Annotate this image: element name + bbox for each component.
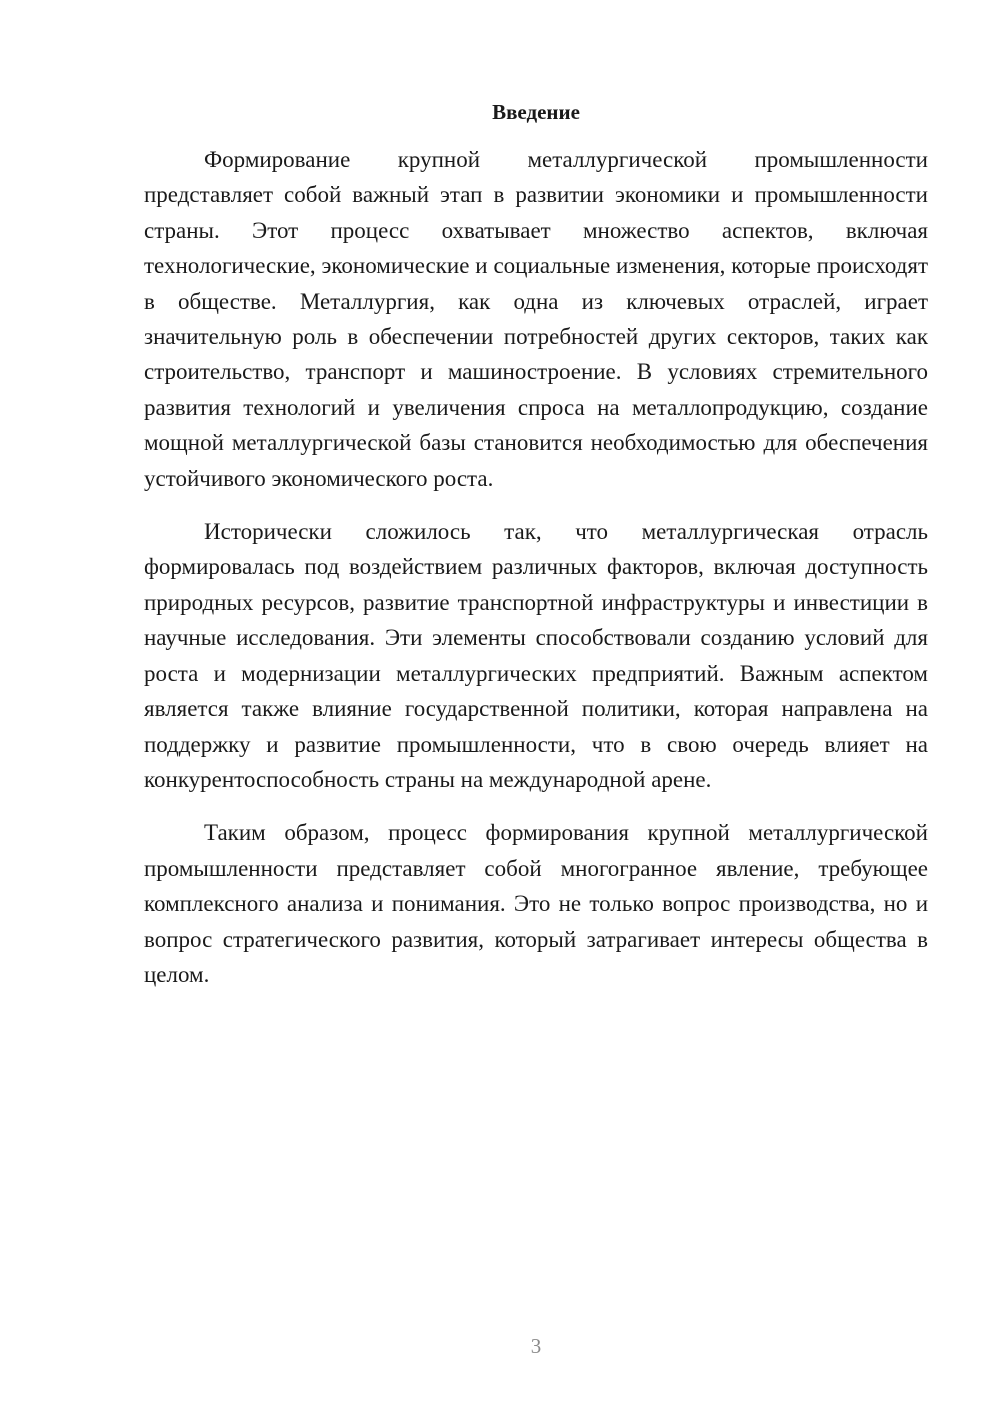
document-heading: Введение <box>492 100 580 124</box>
paragraph-3: Таким образом, процесс формирования крупной металлургической промышленности представляет собой многогранное явление, требующее комплексного анализа и понимания. Это не только вопрос производства, но и вопрос стратегического развития, который затрагивает интересы общества в целом. <box>144 820 928 987</box>
page-number: 3 <box>530 1334 542 1358</box>
paragraph-2: Исторически сложилось так, что металлургическая отрасль формировалась под воздействием различных факторов, включая доступность природных ресурсов, развитие транспортной инфраструктуры и инвестиции в научные исследования. Эти элементы способствовали созданию условий для роста и модернизации металлургических предприятий. Важным аспектом является также влияние государственной политики, которая направлена на поддержку и развитие промышленности, что в свою очередь влияет на конкурентоспособность страны на международной арене. <box>144 519 928 792</box>
paragraph-1: Формирование крупной металлургической промышленности представляет собой важный этап в развитии экономики и промышленности страны. Этот процесс охватывает множество аспектов, включая технологические, экономические и социальные изменения, которые происходят в обществе. Металлургия, как одна из ключевых отраслей, играет значительную роль в обеспечении потребностей других секторов, таких как строительство, транспорт и машиностроение. В условиях стремительного развития технологий и увеличения спроса на металлопродукцию, создание мощной металлургической базы становится необходимостью для обеспечения устойчивого экономического роста. <box>144 147 928 491</box>
document-body <box>144 142 928 1010</box>
